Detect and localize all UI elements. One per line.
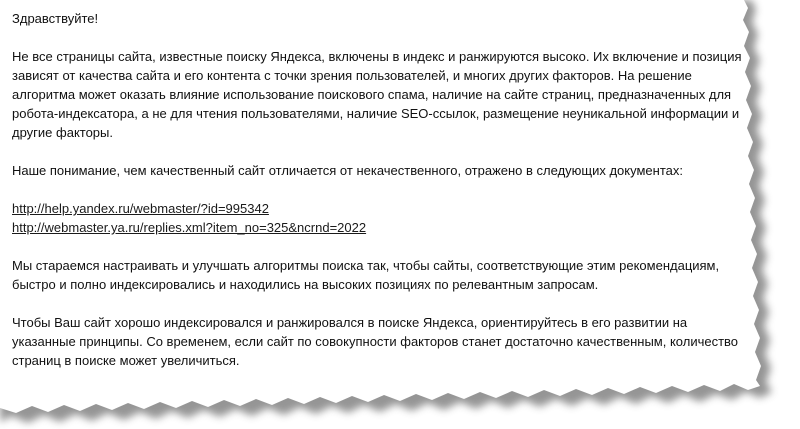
document-links xyxy=(12,199,745,237)
email-paragraph-3: Мы стараемся настраивать и улучшать алгоритмы поиска так, чтобы сайты, соответствующие этим рекомендациям, быстро и полно индексировались и находились на высоких позициях по релевантным запросам. xyxy=(12,258,720,292)
email-paragraph-1: Не все страницы сайта, известные поиску Яндекса, включены в индекс и ранжируются высоко. Их включение и позиция зависят от качества сайта и его контента с точки зрения пользователей, и многих других факторов. На решение алгоритма может оказать влияние использование поискового спама, наличие на сайте страниц, предназначенных для робота-индексатора, а не для чтения пользователями, наличие SEO-ссылок, размещение неуникальной информации и другие факторы. xyxy=(12,49,742,140)
email-paragraph-4: Чтобы Ваш сайт хорошо индексировался и ранжировался в поиске Яндекса, ориентируйтесь в его развитии на указанные принципы. Со временем, если сайт по совокупности факторов станет достаточно качественным, количество страниц в поиске может увеличиться. xyxy=(12,315,739,368)
email-greeting: Здравствуйте! xyxy=(12,11,99,26)
link-help-yandex[interactable]: http://help.yandex.ru/webmaster/?id=995342 xyxy=(12,201,269,216)
link-webmaster-ya[interactable]: http://webmaster.ya.ru/replies.xml?item_no=325&ncrnd=2022 xyxy=(12,220,367,235)
email-paragraph-2: Наше понимание, чем качественный сайт отличается от некачественного, отражено в следующих документах: xyxy=(12,163,683,178)
